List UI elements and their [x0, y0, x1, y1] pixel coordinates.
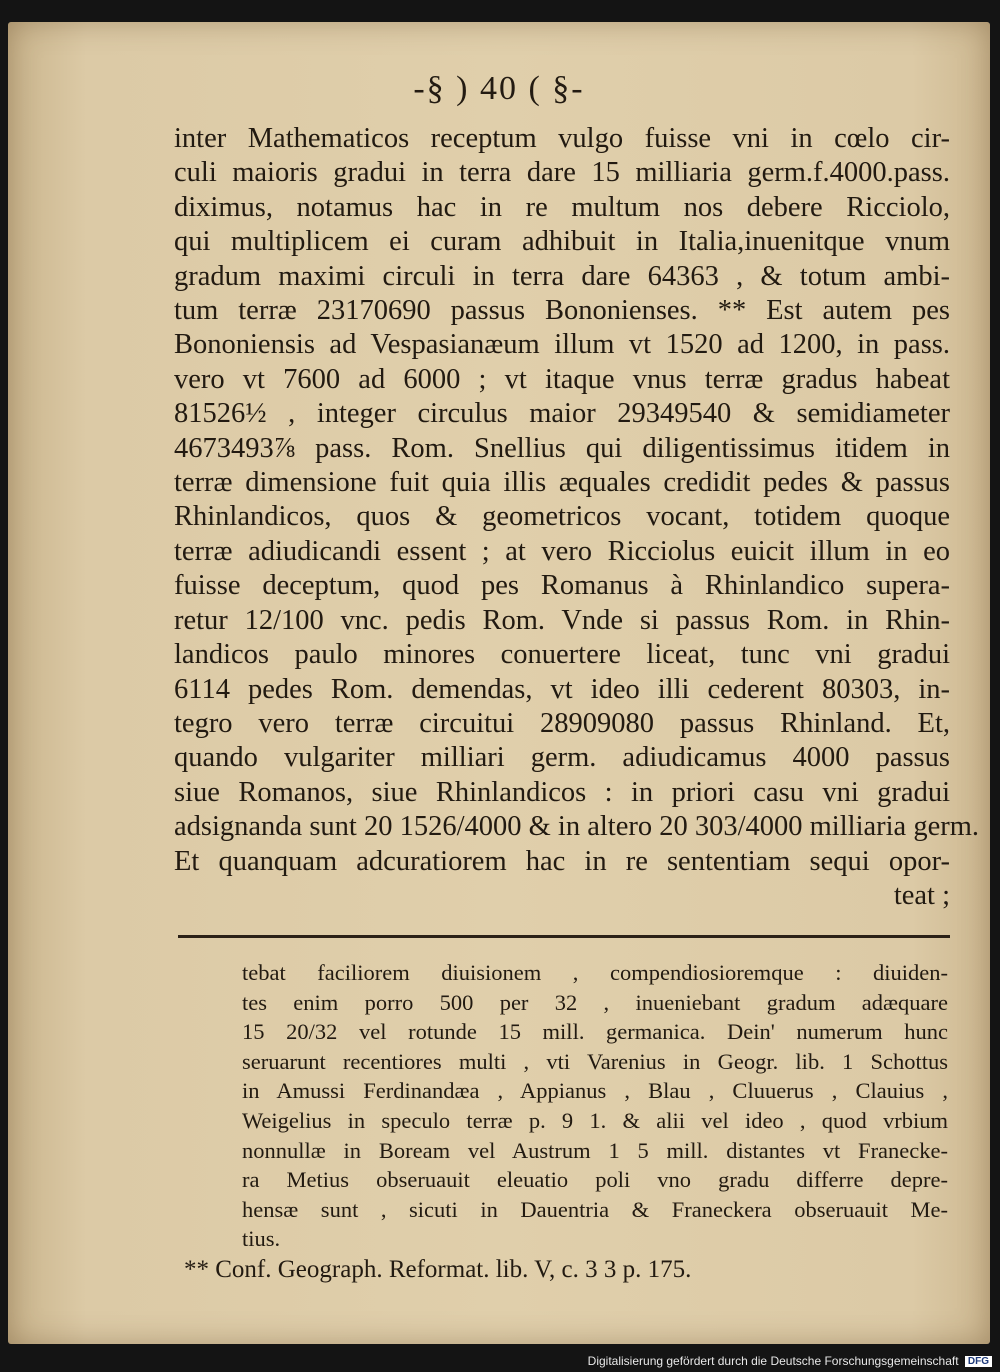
text-line: landicos paulo minores conuertere liceat, tunc vni gradui — [174, 639, 950, 671]
text-line: quando vulgariter milliari germ. adiudicamus 4000 passus — [174, 742, 950, 774]
dfg-logo: DFG — [965, 1356, 992, 1367]
text-line: inter Mathematicos receptum vulgo fuisse vni in cœlo cir- — [174, 123, 950, 154]
text-line: tegro vero terræ circuitui 28909080 passus Rhinland. Et, — [174, 707, 950, 739]
page-number: -§ ) 40 ( §- — [413, 70, 585, 107]
text-line: 4673493⅞ pass. Rom. Snellius qui diligentissimus itidem in — [174, 432, 950, 464]
text-line: fuisse deceptum, quod pes Romanus à Rhinlandico supera- — [174, 570, 950, 602]
scanned-page — [8, 22, 990, 1344]
main-text-block — [174, 122, 979, 913]
text-line: culi maioris gradui in terra dare 15 milliaria germ.f.4000.pass. — [174, 157, 950, 189]
note-line: 15 20/32 vel rotunde 15 mill. germanica. Dein' numerum hunc — [242, 1019, 948, 1045]
note-line: hensæ sunt , sicuti in Dauentria & Franeckera obseruauit Me- — [242, 1196, 948, 1222]
note-line: nonnullæ in Boream vel Austrum 1 5 mill. distantes vt Franecke- — [242, 1137, 948, 1163]
footer-text: Digitalisierung gefördert durch die Deutsche Forschungsgemeinschaft — [587, 1354, 959, 1368]
text-line: 81526½ , integer circulus maior 29349540 & semidiameter — [174, 398, 950, 430]
notes-text-block — [242, 958, 948, 1254]
note-line: Weigelius in speculo terræ p. 9 1. & alii vel ideo , quod vrbium — [242, 1107, 948, 1133]
text-line: 6114 pedes Rom. demendas, vt ideo illi cederent 80303, in- — [174, 673, 950, 705]
note-line: tius. — [242, 1226, 281, 1252]
text-line: adsignanda sunt 20 1526/4000 & in altero 20 303/4000 milliaria germ. — [174, 811, 979, 843]
funding-footer — [588, 1354, 992, 1368]
text-line: siue Romanos, siue Rhinlandicos : in priori casu vni gradui — [174, 776, 950, 808]
text-line: Et quanquam adcuratiorem hac in re sententiam sequi opor- — [174, 845, 950, 877]
text-line: vero vt 7600 ad 6000 ; vt itaque vnus terræ gradus habeat — [174, 363, 950, 395]
note-line: seruarunt recentiores multi , vti Varenius in Geogr. lib. 1 Schottus — [242, 1048, 948, 1074]
text-line: Bononiensis ad Vespasianæum illum vt 1520 ad 1200, in pass. — [174, 329, 950, 361]
text-line: diximus, notamus hac in re multum nos debere Ricciolo, — [174, 191, 950, 223]
note-line: tes enim porro 500 per 32 , inueniebant gradum adæquare — [242, 989, 948, 1015]
text-line: terræ dimensione fuit quia illis æquales credidit pedes & passus — [174, 467, 950, 499]
text-line: terræ adiudicandi essent ; at vero Ricciolus euicit illum in eo — [174, 535, 950, 567]
note-line: in Amussi Ferdinandæa , Appianus , Blau , Cluuerus , Clauius , — [242, 1078, 948, 1104]
text-line: tum terræ 23170690 passus Bononienses. ** Est autem pes — [174, 295, 950, 327]
catchword: teat ; — [893, 879, 950, 911]
separator-rule — [178, 935, 950, 938]
text-line: qui multiplicem ei curam adhibuit in Italia,inuenitque vnum — [174, 226, 950, 258]
text-line: retur 12/100 vnc. pedis Rom. Vnde si passus Rom. in Rhin- — [174, 604, 950, 636]
note-line: tebat faciliorem diuisionem , compendiosioremque : diuiden- — [242, 960, 948, 985]
text-line: Rhinlandicos, quos & geometricos vocant, totidem quoque — [174, 501, 950, 533]
text-line: gradum maximi circuli in terra dare 64363 , & totum ambi- — [174, 260, 950, 292]
note-line: ra Metius obseruauit eleuatio poli vno gradu differre depre- — [242, 1167, 948, 1193]
footnote: ** Conf. Geograph. Reformat. lib. V, c. 3 3 p. 175. — [184, 1256, 692, 1283]
